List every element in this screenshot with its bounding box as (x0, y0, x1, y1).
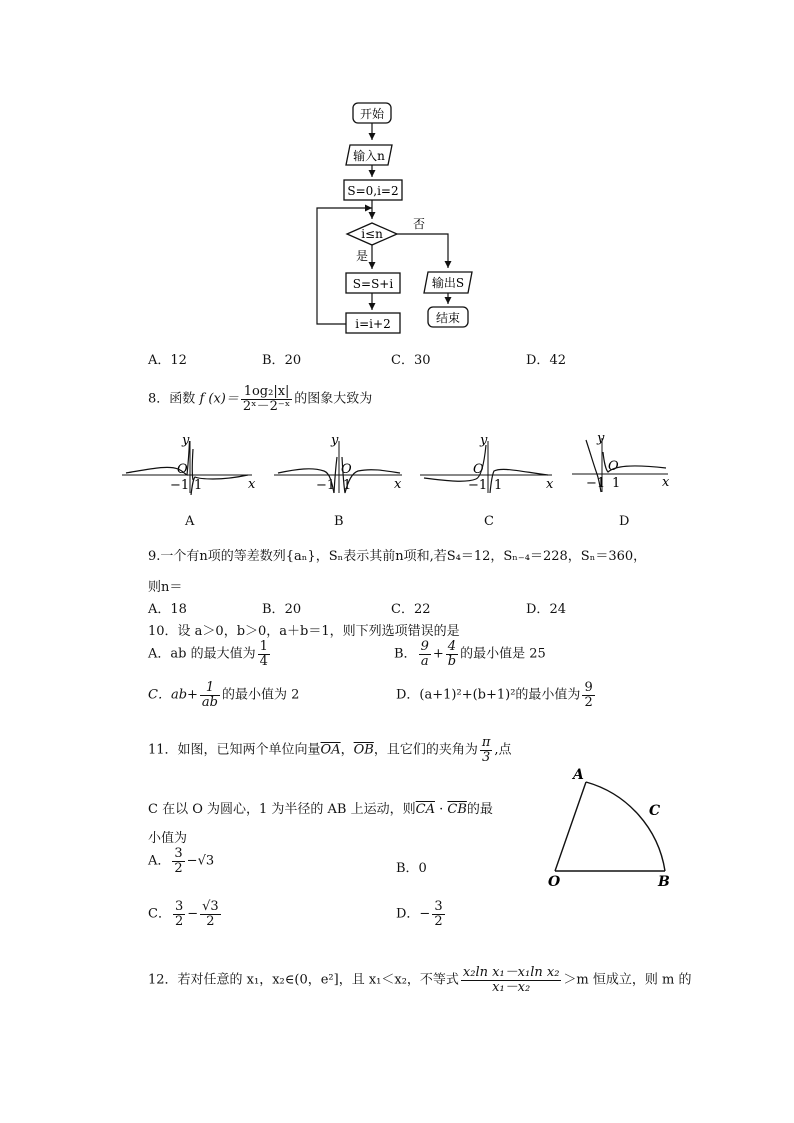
svg-text:1: 1 (343, 478, 352, 493)
svg-text:O: O (608, 459, 619, 474)
flow-condition-text: i≤n (361, 227, 383, 241)
q12-stem: 12．若对任意的 x₁，x₂∈(0，e²]，且 x₁＜x₂，不等式 $\frac{\text{x₂ln x₁－x₁ln x₂}}{\text{x₁－x₂}}$ ＞m 恒成立，则 m 的 (148, 965, 692, 995)
q9-option-c: C．22 (391, 602, 431, 617)
svg-text:−1: −1 (468, 478, 488, 493)
flow-start-text: 开始 (359, 107, 385, 121)
svg-text:y: y (597, 432, 605, 446)
svg-text:−1: −1 (586, 476, 606, 491)
q7-option-b: B．20 (262, 353, 302, 368)
svg-text:O: O (548, 874, 561, 890)
svg-text:y: y (331, 435, 339, 448)
svg-text:y: y (480, 435, 488, 448)
svg-text:1: 1 (612, 476, 621, 491)
svg-text:−1: −1 (170, 478, 190, 493)
flow-yes-label: 是 (356, 249, 369, 263)
q11-option-a: A． $\frac{3}{2}$ −√3 (148, 846, 215, 876)
svg-text:x: x (546, 477, 554, 492)
q11-option-b: B．0 (396, 861, 427, 876)
svg-text:x: x (662, 475, 670, 490)
q9-option-a: A．18 (148, 602, 187, 617)
svg-text:1: 1 (494, 478, 503, 493)
svg-text:x: x (394, 477, 402, 492)
q7-option-c: C．30 (391, 353, 431, 368)
flow-end-text: 结束 (435, 311, 461, 325)
svg-text:O: O (177, 462, 188, 477)
q9-stem-line2: 则n＝ (148, 580, 183, 595)
svg-text:O: O (473, 462, 484, 477)
flowchart (300, 95, 500, 340)
q8-graph-b (272, 435, 407, 495)
flow-increment-text: i=i+2 (355, 317, 391, 331)
q9-stem: 9.一个有n项的等差数列{aₙ}，Sₙ表示其前n项和,若S₄＝12，Sₙ₋₄＝228，Sₙ＝360， (148, 549, 647, 564)
q11-stem-line3: 小值为 (148, 831, 188, 846)
q9-option-d: D．24 (526, 602, 566, 617)
q8-label-a: A (185, 514, 195, 529)
q11-option-d: D．− $\frac{3}{2}$ (396, 899, 443, 929)
q11-stem-line1: 11．如图，已知两个单位向量$\overline{OA}$，$\overline{OB}$，且它们的夹角为 $\frac{\pi}{3}$ ,点 (148, 735, 512, 765)
q11-stem-line2: C 在以 O 为圆心，1 为半径的 AB 上运动，则$\overline{CA} \cdot \overline{CB}$的最 (148, 802, 493, 817)
flow-init-text: S=0,i=2 (347, 184, 399, 198)
svg-text:1: 1 (194, 478, 203, 493)
q8-label-d: D (619, 514, 630, 529)
q10-option-a: A．ab 的最大值为 $\frac{1}{4}$ (148, 639, 268, 669)
svg-text:y: y (182, 435, 190, 448)
q8-graph-c (418, 435, 558, 495)
q7-option-d: D．42 (526, 353, 566, 368)
svg-text:B: B (658, 874, 670, 890)
q10-stem: 10．设 a＞0，b＞0，a＋b＝1，则下列选项错误的是 (148, 624, 460, 639)
flow-output-text: 输出S (431, 276, 465, 290)
q8-label-b: B (334, 514, 344, 529)
q8-graph-a (120, 435, 260, 495)
q11-option-c: C． $\frac{3}{2}$ − $\frac{√3}{2}$ (148, 899, 219, 929)
q10-option-c: C．ab+ $\frac{1}{ab}$ 的最小值为 2 (148, 680, 300, 710)
svg-text:O: O (341, 462, 352, 477)
flow-add-text: S=S+i (352, 277, 394, 291)
q8-stem: 8．函数 f (x)＝ $\frac{\text{1og₂|x|}}{\text{2ˣ－2⁻ˣ}}$ 的图象大致为 (148, 384, 373, 414)
flow-input-text: 输入n (353, 149, 385, 163)
q7-option-a: A．12 (148, 353, 187, 368)
q8-fraction: $\frac{\text{1og₂|x|}}{\text{2ˣ－2⁻ˣ}}$ (242, 384, 291, 414)
q11-figure (540, 765, 685, 890)
svg-text:A: A (573, 767, 584, 783)
svg-text:C: C (649, 803, 661, 819)
q9-option-b: B．20 (262, 602, 302, 617)
flow-no-label: 否 (413, 217, 426, 231)
q10-option-d: D．(a+1)²+(b+1)²的最小值为 $\frac{9}{2}$ (396, 680, 593, 710)
q8-graph-d (570, 432, 675, 494)
q8-label-c: C (484, 514, 494, 529)
svg-text:−1: −1 (316, 478, 336, 493)
q10-option-b: B． $\frac{9}{a}$ + $\frac{4}{b}$ 的最小值是 25 (394, 639, 546, 669)
svg-text:x: x (248, 477, 256, 492)
